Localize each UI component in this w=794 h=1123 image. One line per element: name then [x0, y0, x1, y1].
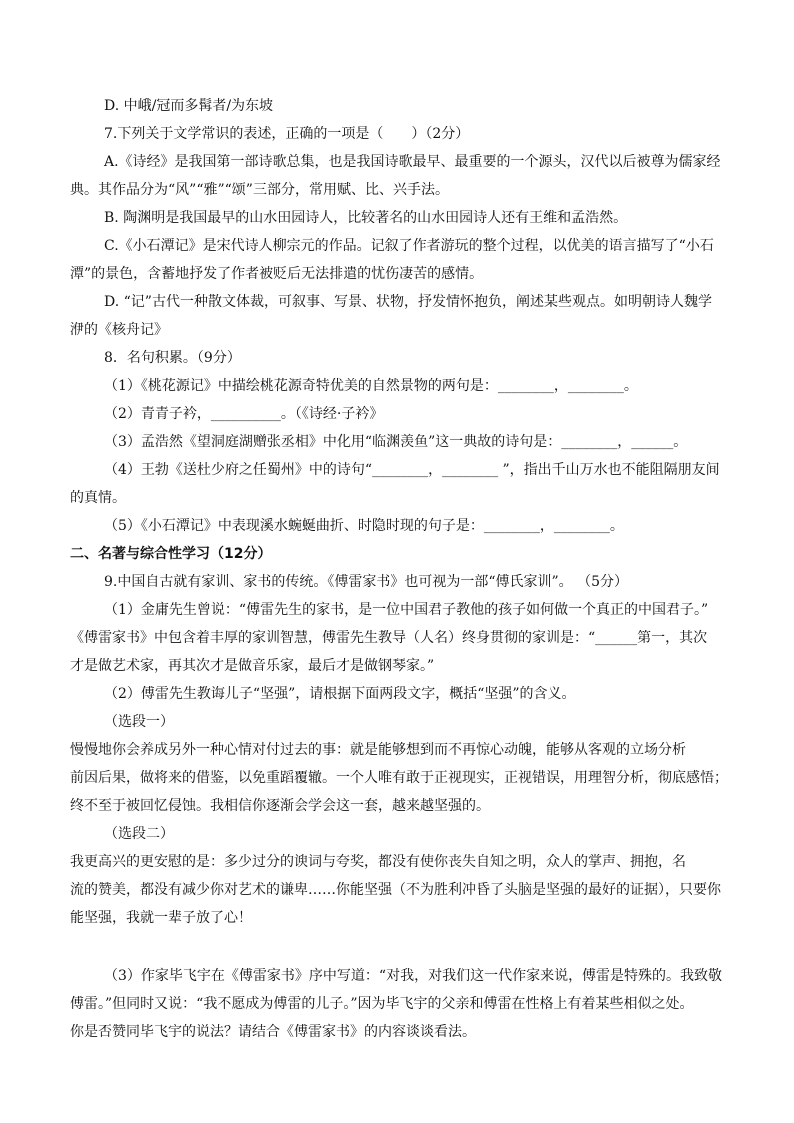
- q9-part2-stem: （2）傅雷先生教诲儿子“坚强”，请根据下面两段文字，概括“坚强”的含义。: [104, 686, 576, 702]
- q9-part3-line3: 你是否赞同毕飞宇的说法？请结合《傅雷家书》的内容谈谈看法。: [70, 1024, 476, 1040]
- q8-stem: 8．名句积累。（9分）: [104, 350, 241, 366]
- q8-item-2: （2）青青子衿，__________。（《诗经·子衿》: [104, 406, 384, 422]
- excerpt-2-line1: 我更高兴的更安慰的是：多少过分的谀词与夸奖，都没有使你丧失自知之明，众人的掌声、拥抱，名: [70, 854, 686, 870]
- q8-item-5: （5）《小石潭记》中表现溪水蜿蜒曲折、时隐时现的句子是：________，________。: [104, 518, 624, 534]
- q9-part3-line1: （3）作家毕飞宇在《傅雷家书》序中写道：“对我，对我们这一代作家来说，傅雷是特殊的。我致敬: [104, 968, 723, 984]
- q8-item-4-line1: （4）王勃《送杜少府之任蜀州》中的诗句“________，________ ”，指出千山万水也不能阻隔朋友间: [104, 462, 720, 478]
- q7-option-c-line2: 潭”的景色，含蓄地抒发了作者被贬后无法排遣的忧伤凄苦的感情。: [70, 266, 484, 282]
- q7-option-a-line1: A.《诗经》是我国第一部诗歌总集，也是我国诗歌最早、最重要的一个源头，汉代以后被尊为儒家经: [104, 154, 721, 170]
- excerpt-2-line3: 能坚强，我就一辈子放了心！: [70, 910, 252, 926]
- q7-option-c-line1: C.《小石潭记》是宋代诗人柳宗元的作品。记叙了作者游玩的整个过程，以优美的语言描写了“小石: [104, 238, 714, 254]
- q8-item-4-line2: 的真情。: [70, 490, 126, 506]
- q9-part1-line1: （1）金庸先生曾说：“傅雷先生的家书，是一位中国君子教他的孩子如何做一个真正的中国君子。”: [104, 602, 709, 618]
- q7-option-d-line2: 洢的《核舟记》: [70, 322, 168, 338]
- excerpt-1-label: （选段一）: [104, 714, 174, 730]
- excerpt-2-label: （选段二）: [104, 826, 174, 842]
- q9-stem: 9.中国自古就有家训、家书的传统。《傅雷家书》也可视为一部“傅氏家训”。 （5分）: [104, 574, 629, 590]
- section-2-heading: 二、名著与综合性学习（12分）: [70, 546, 272, 562]
- q8-item-3: （3）孟浩然《望洞庭湖赠张丞相》中化用“临渊羡鱼”这一典故的诗句是：________，______。: [104, 434, 688, 450]
- q6-option-d: D. 中峨/冠而多髯者/为东坡: [104, 98, 274, 114]
- excerpt-1-line2: 前因后果，做将来的借鉴，以免重蹈覆辙。一个人唯有敢于正视现实，正视错误，用理智分析，彻底感悟；: [70, 770, 728, 786]
- q8-item-1: （1）《桃花源记》中描绘桃花源奇特优美的自然景物的两句是：________，________。: [104, 378, 638, 394]
- excerpt-2-line2: 流的赞美，都没有减少你对艺术的谦卑……你能坚强（不为胜利冲昏了头脑是坚强的最好的证据），只要你: [70, 882, 721, 898]
- q9-part1-line3: 才是做艺术家，再其次才是做音乐家，最后才是做钢琴家。”: [70, 658, 435, 674]
- excerpt-1-line1: 慢慢地你会养成另外一种心情对付过去的事：就是能够想到而不再惊心动魄，能够从客观的立场分析: [70, 742, 686, 758]
- q9-part1-line2: 《傅雷家书》中包含着丰厚的家训智慧，傅雷先生教导（人名）终身贯彻的家训是：“______第一，其次: [70, 630, 708, 646]
- q7-option-b: B. 陶渊明是我国最早的山水田园诗人，比较著名的山水田园诗人还有王维和孟浩然。: [104, 210, 628, 226]
- q7-stem: 7.下列关于文学常识的表述，正确的一项是（ ）（2分）: [104, 126, 470, 142]
- excerpt-1-line3: 终不至于被回忆侵蚀。我相信你逐渐会学会这一套，越来越坚强的。: [70, 798, 490, 814]
- q7-option-d-line1: D. “记”古代一种散文体裁，可叙事、写景、状物，抒发情怀抱负，阐述某些观点。如明朝诗人魏学: [104, 294, 712, 310]
- q9-part3-line2: 傅雷。”但同时又说：“我不愿成为傅雷的儿子。”因为毕飞宇的父亲和傅雷在性格上有着某些相似之处。: [70, 996, 694, 1012]
- q7-option-a-line2: 典。其作品分为“风”“雅”“颂”三部分，常用赋、比、兴手法。: [70, 182, 449, 198]
